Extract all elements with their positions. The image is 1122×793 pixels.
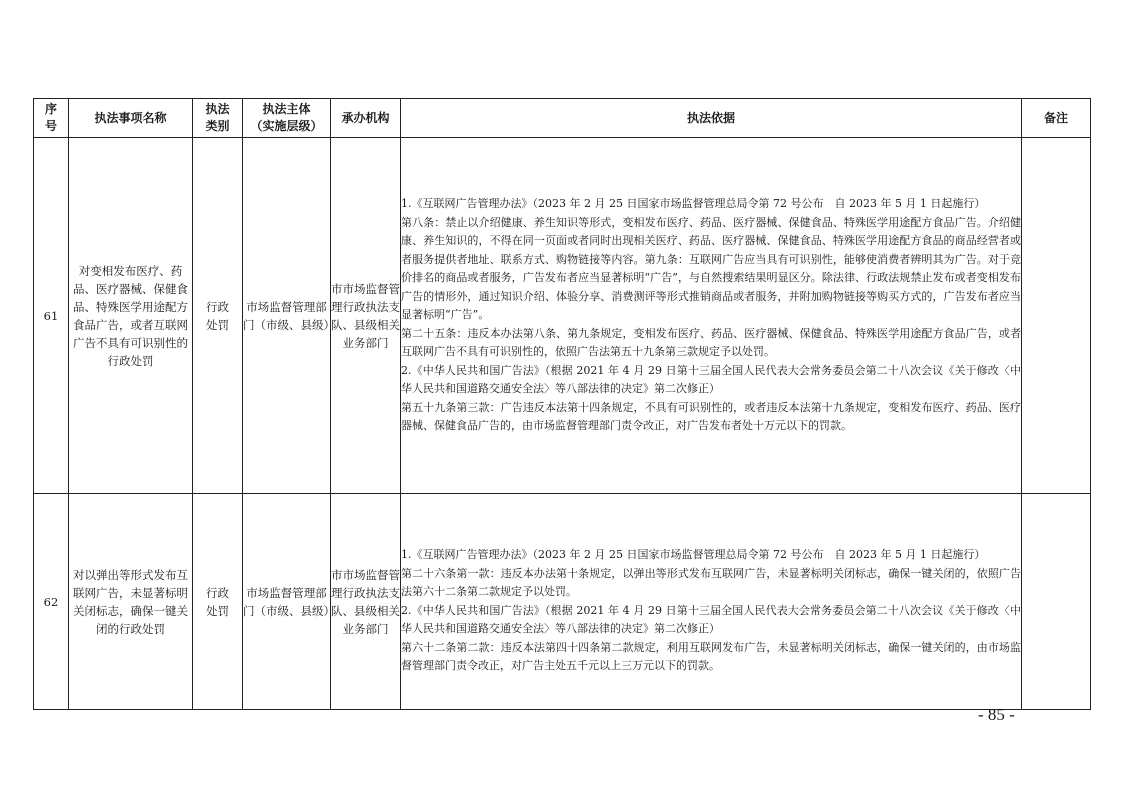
header-subject-line2: （实施层级） (250, 119, 323, 133)
header-subject-line1: 执法主体 (262, 102, 311, 116)
table-row (34, 494, 1091, 710)
basis-paragraph: 1.《互联网广告管理办法》（2023 年 2 月 25 日国家市场监督管理总局令第 72 号公布 自 2023 年 5 月 1 日起施行） (401, 548, 986, 562)
legal-basis (401, 494, 1022, 710)
page-number: - 85 - (978, 705, 1015, 724)
basis-paragraph: 第二十五条：违反本办法第八条、第九条规定，变相发布医疗、药品、医疗器械、保健食品、特殊医学用途配方食品广告，或者互联网广告不具有可识别性的，依照广告法第五十九条第三款规定予以处罚。 (401, 326, 1021, 359)
table-row (34, 138, 1091, 494)
basis-paragraph: 第八条：禁止以介绍健康、养生知识等形式，变相发布医疗、药品、医疗器械、保健食品、特殊医学用途配方食品广告。介绍健康、养生知识的，不得在同一页面或者同时出现相关医疗、药品、医疗器械、保健食品、特殊医学用途配方食品的商品经营者或者服务提供者地址、联系方式、购物链接等内容。第九条：互联网广告应当具有可识别性，能够使消费者辨明其为广告。对于竞价排名的商品或者服务，广告发布者应当显著标明“广告”，与自然搜索结果明显区分。除法律、行政法规禁止发布或者变相发布广告的情形外，通过知识介绍、体验分享、消费测评等形式推销商品或者服务，并附加购物链接等购买方式的，广告发布者应当显著标明“广告”。 (401, 215, 1021, 322)
item-name: 对以弹出等形式发布互联网广告，未显著标明关闭标志，确保一键关闭的行政处罚 (69, 494, 193, 710)
header-note: 备注 (1022, 99, 1091, 138)
row-number: 61 (34, 138, 69, 494)
enforcement-subject: 市场监督管理部门（市级、县级） (243, 494, 331, 710)
row-number: 62 (34, 494, 69, 710)
handling-org: 市市场监督管理行政执法支队、县级相关业务部门 (331, 494, 401, 710)
header-basis: 执法依据 (401, 99, 1022, 138)
header-name: 执法事项名称 (69, 99, 193, 138)
basis-paragraph: 第六十二条第二款：违反本法第四十四条第二款规定，利用互联网发布广告，未显著标明关闭标志，确保一键关闭的，由市场监督管理部门责令改正，对广告主处五千元以上三万元以下的罚款。 (401, 640, 1021, 673)
basis-paragraph: 第五十九条第三款：广告违反本法第十四条规定，不具有可识别性的，或者违反本法第十九条规定，变相发布医疗、药品、医疗器械、保健食品广告的，由市场监督管理部门责令改正，对广告发布者处十万元以下的罚款。 (401, 400, 1021, 433)
note-cell (1022, 494, 1091, 710)
handling-org: 市市场监督管理行政执法支队、县级相关业务部门 (331, 138, 401, 494)
enforcement-table (33, 98, 1091, 710)
basis-paragraph: 第二十六条第一款：违反本办法第十条规定，以弹出等形式发布互联网广告，未显著标明关闭标志，确保一键关闭的，依照广告法第六十二条第二款规定予以处罚。 (401, 566, 1021, 599)
enforcement-type: 行政处罚 (193, 138, 243, 494)
note-cell (1022, 138, 1091, 494)
header-org: 承办机构 (331, 99, 401, 138)
basis-paragraph: 2.《中华人民共和国广告法》（根据 2021 年 4 月 29 日第十三届全国人民代表大会常务委员会第二十八次会议《关于修改〈中华人民共和国道路交通安全法〉等八部法律的决定》第二次修正） (401, 603, 1021, 636)
enforcement-type: 行政处罚 (193, 494, 243, 710)
header-num: 序号 (34, 99, 69, 138)
basis-paragraph: 1.《互联网广告管理办法》（2023 年 2 月 25 日国家市场监督管理总局令第 72 号公布 自 2023 年 5 月 1 日起施行） (401, 197, 986, 211)
header-row (34, 99, 1091, 138)
item-name: 对变相发布医疗、药品、医疗器械、保健食品、特殊医学用途配方食品广告，或者互联网广告不具有可识别性的行政处罚 (69, 138, 193, 494)
enforcement-subject: 市场监督管理部门（市级、县级） (243, 138, 331, 494)
header-type: 执法类别 (193, 99, 243, 138)
legal-basis (401, 138, 1022, 494)
basis-paragraph: 2.《中华人民共和国广告法》（根据 2021 年 4 月 29 日第十三届全国人民代表大会常务委员会第二十八次会议《关于修改〈中华人民共和国道路交通安全法〉等八部法律的决定》第二次修正） (401, 363, 1021, 396)
header-subject (243, 99, 331, 138)
